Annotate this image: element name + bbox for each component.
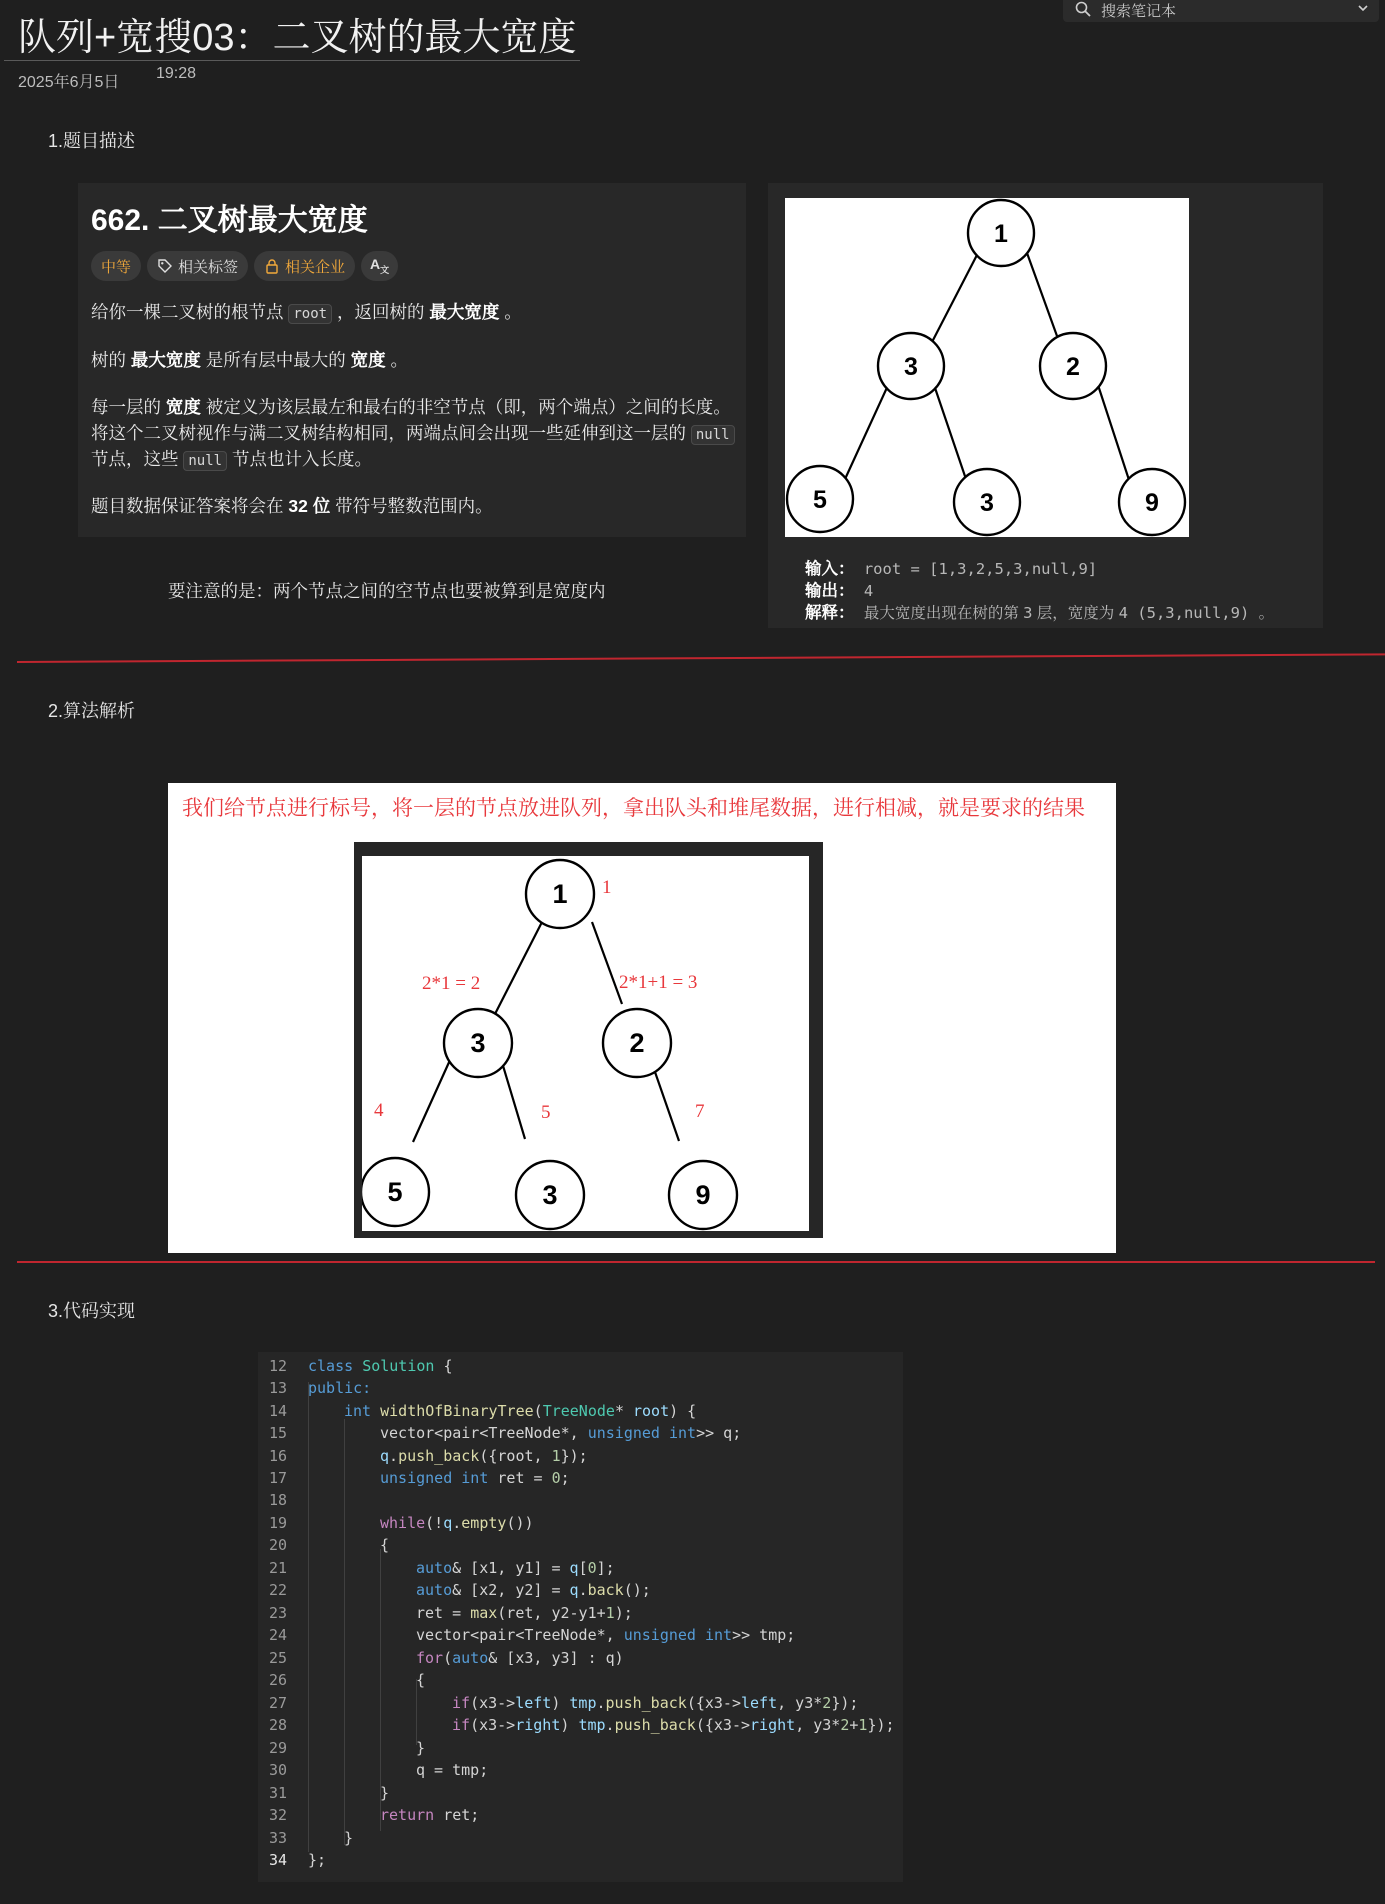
- note-text: 要注意的是：两个节点之间的空节点也要被算到是宽度内: [168, 581, 606, 601]
- index-label: 2*1 = 2: [422, 973, 481, 994]
- example-card: [768, 183, 1323, 628]
- translate-icon: $A_文$: [370, 256, 390, 275]
- section-heading-description: 1.题目描述: [48, 131, 136, 151]
- example-tree-diagram: [785, 198, 1189, 537]
- indexed-tree-diagram: [362, 856, 809, 1231]
- notebook-search-box[interactable]: [1063, 0, 1379, 22]
- desc-paragraph-2: 树的 最大宽度 是所有层中最大的 宽度 。: [91, 350, 408, 370]
- section-heading-code: 3.代码实现: [48, 1301, 136, 1321]
- example-explanation: 解释： 最大宽度出现在树的第 3 层，宽度为 4 (5,3,null,9) 。: [805, 604, 1275, 622]
- indexed-node-label: 5: [387, 1177, 403, 1207]
- example-output: 输出： 4: [805, 582, 874, 600]
- figure-caption: 我们给节点进行标号，将一层的节点放进队列，拿出队头和堆尾数据，进行相减，就是要求的结果: [182, 796, 1085, 820]
- page-date: 2025年6月5日: [18, 74, 120, 91]
- search-icon: [1075, 1, 1091, 17]
- index-label: 2*1+1 = 3: [619, 972, 698, 993]
- indexed-node-label: 3: [542, 1180, 558, 1210]
- difficulty-badge: 中等: [91, 251, 141, 281]
- tree-node-label: 3: [980, 489, 994, 517]
- related-tags-button[interactable]: [147, 251, 248, 281]
- problem-tags: [91, 251, 398, 281]
- desc-paragraph-3-line1: 每一层的 宽度 被定义为该层最左和最右的非空节点（即，两个端点）之间的长度。: [91, 397, 731, 417]
- desc-paragraph-4: 题目数据保证答案将会在 32 位 带符号整数范围内。: [91, 496, 493, 516]
- chevron-down-icon[interactable]: [1357, 2, 1369, 14]
- search-placeholder: 搜索笔记本: [1101, 3, 1177, 20]
- index-label: 4: [374, 1100, 384, 1121]
- index-label: 5: [541, 1102, 551, 1123]
- title-divider: [4, 60, 580, 61]
- tree-node-label: 9: [1145, 489, 1159, 517]
- index-label: 1: [602, 877, 612, 898]
- related-tags-label: 相关标签: [178, 258, 239, 276]
- translate-button[interactable]: [361, 251, 398, 281]
- indexed-node-label: 2: [629, 1028, 645, 1058]
- related-companies-label: 相关企业: [285, 258, 346, 276]
- section-divider: [17, 1261, 1375, 1263]
- page-title: 队列+宽搜03：二叉树的最大宽度: [18, 17, 577, 59]
- problem-card: [78, 183, 746, 537]
- indent-guide: [344, 1419, 345, 1845]
- index-label: 7: [695, 1101, 705, 1122]
- section-heading-analysis: 2.算法解析: [48, 701, 136, 721]
- tree-node-label: 1: [994, 220, 1008, 248]
- desc-paragraph-3-line2: 将这个二叉树视作与满二叉树结构相同，两端点间会出现一些延伸到这一层的 null: [91, 420, 735, 448]
- analysis-figure: [168, 783, 1116, 1253]
- tree-node-label: 5: [813, 486, 827, 514]
- indexed-node-label: 1: [552, 879, 568, 909]
- lock-icon: [264, 258, 280, 274]
- page-time: 19:28: [156, 65, 197, 82]
- section-divider: [17, 653, 1385, 663]
- code-root: root: [288, 304, 332, 324]
- code-block: 12 class Solution { 13 public: 14 int widthOfBinaryTree(TreeNode* root) { 15 vector<pair<TreeNode*, unsigned int>> q; 16 q.push_back({root, 1}); 17 unsigned int ret = 0; 18 19 while(!q.empty()) 20 { 21 auto& [x1, y1] = q[0]; 22 auto& [x2, y2] = q.back(); 23 ret = max(ret, y2-y1+1); 24 vector<pair<TreeNode*, unsigned int>> tmp; 25 for(auto& [x3, y3] : q) 26 { 27 if(x3->left) tmp.push_back({x3->left, y3*2}); 28 if(x3->right) tmp.push_back({x3->right, y3*2+1}); 29 } 30 q = tmp; 31 } 32 return ret; 33 } 34 };: [258, 1352, 903, 1882]
- related-companies-button[interactable]: [254, 251, 355, 281]
- problem-title: 662. 二叉树最大宽度: [91, 204, 368, 237]
- desc-paragraph-3-line3: 节点，这些 null 节点也计入长度。: [91, 449, 372, 469]
- tree-node-label: 2: [1066, 353, 1080, 381]
- tree-node-label: 3: [904, 353, 918, 381]
- indexed-node-label: 3: [470, 1028, 486, 1058]
- tree-frame: [354, 842, 823, 1238]
- indent-guide: [308, 1382, 309, 1852]
- desc-paragraph-1: 给你一棵二叉树的根节点 root ，返回树的 最大宽度 。: [91, 302, 522, 322]
- example-input: 输入： root = [1,3,2,5,3,null,9]: [805, 560, 1098, 578]
- indexed-node-label: 9: [695, 1180, 711, 1210]
- tag-icon: [157, 258, 173, 274]
